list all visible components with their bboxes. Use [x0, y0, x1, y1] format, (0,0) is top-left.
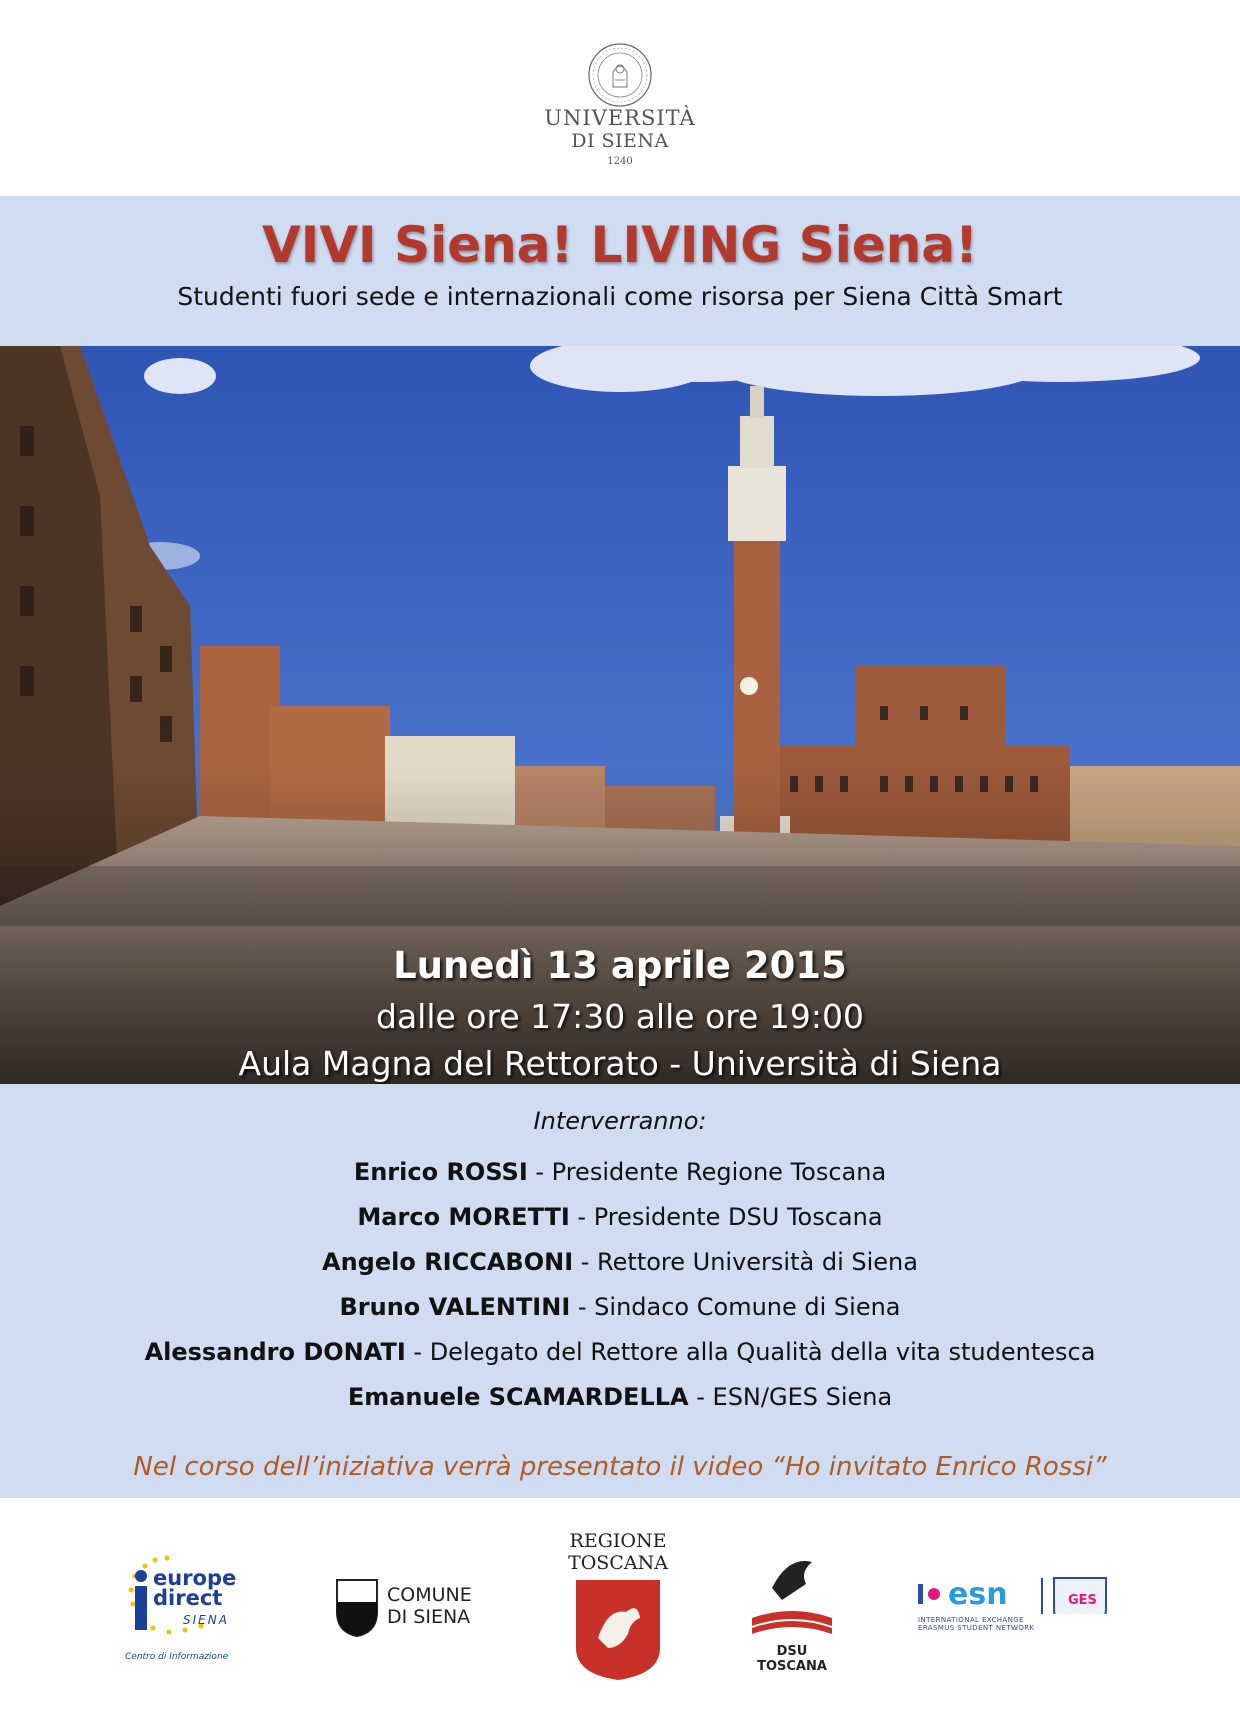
siena-shield-icon [335, 1578, 379, 1638]
europe-direct-line3: SIENA [183, 1613, 229, 1627]
speakers-section [0, 1084, 1240, 1498]
comune-line2: DI SIENA [387, 1606, 471, 1628]
pegasus-book-icon [742, 1548, 842, 1642]
university-name-line2: DI SIENA [571, 130, 669, 152]
event-place: Aula Magna del Rettorato - Università di Siena [238, 1044, 1002, 1083]
speaker-item [0, 1383, 1240, 1428]
regione-line1: REGIONE [569, 1530, 667, 1552]
regione-shield-icon [568, 1578, 668, 1682]
regione-toscana-logo [568, 1532, 668, 1682]
speaker-name: Angelo RICCABONI [322, 1248, 574, 1276]
speaker-role: - Rettore Università di Siena [573, 1248, 918, 1276]
speaker-name: Alessandro DONATI [144, 1338, 406, 1366]
speaker-name: Enrico ROSSI [353, 1158, 528, 1186]
europe-direct-line1: europe [153, 1566, 237, 1590]
speakers-heading: Interverranno: [533, 1107, 707, 1135]
speaker-item [0, 1293, 1240, 1338]
university-seal-icon [587, 42, 653, 108]
dsu-toscana-logo [742, 1548, 842, 1678]
speaker-role: - Delegato del Rettore alla Qualità della vita studentesca [405, 1338, 1096, 1366]
esn-tagline-line1: INTERNATIONAL EXCHANGE [918, 1616, 1024, 1624]
event-date: Lunedì 13 aprile 2015 [393, 944, 847, 987]
speaker-role: - ESN/GES Siena [688, 1383, 893, 1411]
esn-wordmark: esn [948, 1577, 1008, 1612]
title-band [0, 196, 1240, 346]
esn-wordmark-icon [914, 1574, 1114, 1614]
ges-label: GES [1068, 1593, 1097, 1608]
speaker-name: Bruno VALENTINI [339, 1293, 571, 1321]
speaker-name: Marco MORETTI [357, 1203, 570, 1231]
speaker-item [0, 1203, 1240, 1248]
europe-direct-line2: direct [153, 1586, 223, 1610]
header [0, 0, 1240, 196]
speaker-name: Emanuele SCAMARDELLA [347, 1383, 689, 1411]
video-note: Nel corso dell’iniziativa verrà presentato il video “Ho invitato Enrico Rossi” [133, 1452, 1107, 1482]
comune-line1: COMUNE [387, 1584, 472, 1606]
europe-direct-logo [125, 1552, 235, 1662]
speaker-item [0, 1158, 1240, 1203]
dsu-label: DSU TOSCANA [757, 1644, 827, 1674]
university-name-line1: UNIVERSITÀ [544, 106, 696, 130]
speaker-list [0, 1158, 1240, 1428]
speaker-item [0, 1338, 1240, 1383]
esn-ges-logo [914, 1574, 1114, 1640]
esn-tagline-line2: ERASMUS STUDENT NETWORK [918, 1624, 1035, 1633]
speaker-item [0, 1248, 1240, 1293]
page-title: VIVI Siena! LIVING Siena! [262, 216, 978, 274]
comune-di-siena-logo [335, 1574, 475, 1640]
sponsor-logos [0, 1498, 1240, 1712]
university-name [520, 108, 720, 167]
europe-direct-line4: Centro di Informazione [125, 1652, 229, 1662]
speaker-role: - Presidente Regione Toscana [527, 1158, 887, 1186]
university-founding-year: 1240 [607, 156, 633, 167]
piazza-del-campo-photo [0, 346, 1240, 1084]
regione-line2: TOSCANA [568, 1552, 668, 1574]
speaker-role: - Sindaco Comune di Siena [570, 1293, 901, 1321]
esn-tagline [918, 1616, 1034, 1633]
event-time: dalle ore 17:30 alle ore 19:00 [376, 997, 864, 1036]
page-subtitle: Studenti fuori sede e internazionali come risorsa per Siena Città Smart [177, 282, 1063, 311]
speaker-role: - Presidente DSU Toscana [569, 1203, 883, 1231]
